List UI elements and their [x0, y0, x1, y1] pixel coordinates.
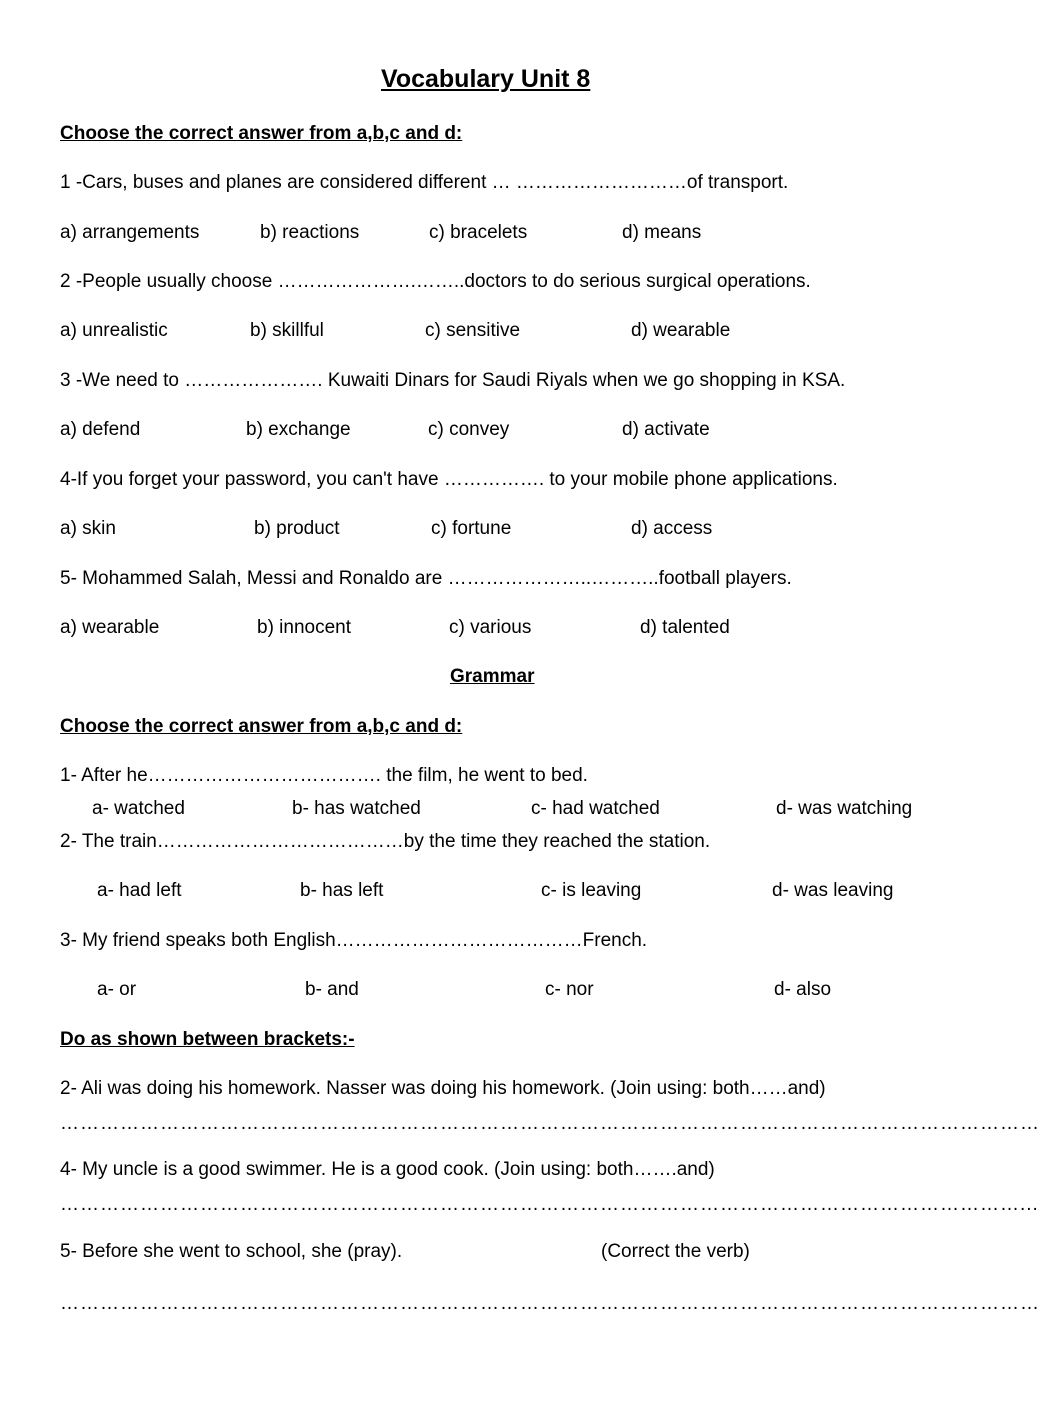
vocab-question-1: 1 -Cars, buses and planes are considered different … ………………………of transport. — [60, 172, 789, 193]
grammar-title: Grammar — [450, 666, 535, 687]
grammar-question-3: 3- My friend speaks both English…………………………………French. — [60, 930, 648, 951]
vocab-heading: Choose the correct answer from a,b,c and d: — [60, 123, 463, 144]
page-title: Vocabulary Unit 8 — [381, 65, 591, 93]
vocab-q3-option-a[interactable]: a) defend — [60, 419, 141, 440]
vocab-q2-option-a[interactable]: a) unrealistic — [60, 320, 168, 341]
brackets-answer-line-5[interactable]: ………………………………………………………………………………………………………………………………… — [60, 1293, 1040, 1314]
vocab-q1-option-b[interactable]: b) reactions — [260, 222, 360, 243]
vocab-q5-option-d[interactable]: d) talented — [640, 617, 730, 638]
vocab-q2-option-c[interactable]: c) sensitive — [425, 320, 521, 341]
grammar-q2-option-b[interactable]: b- has left — [300, 880, 384, 901]
vocab-question-5: 5- Mohammed Salah, Messi and Ronaldo are …………………..………..football players. — [60, 568, 792, 589]
grammar-q1-option-c[interactable]: c- had watched — [531, 798, 660, 819]
brackets-question-4: 4- My uncle is a good swimmer. He is a good cook. (Join using: both…….and) — [60, 1159, 715, 1180]
vocab-q4-option-c[interactable]: c) fortune — [431, 518, 512, 539]
vocab-q2-option-b[interactable]: b) skillful — [250, 320, 324, 341]
grammar-q2-option-a[interactable]: a- had left — [97, 880, 182, 901]
vocab-q2-option-d[interactable]: d) wearable — [631, 320, 731, 341]
vocab-q5-option-c[interactable]: c) various — [449, 617, 532, 638]
vocab-q1-option-c[interactable]: c) bracelets — [429, 222, 528, 243]
brackets-question-2: 2- Ali was doing his homework. Nasser was doing his homework. (Join using: both……and) — [60, 1078, 826, 1099]
brackets-heading: Do as shown between brackets:- — [60, 1029, 355, 1050]
vocab-q5-option-b[interactable]: b) innocent — [257, 617, 352, 638]
vocab-q4-option-b[interactable]: b) product — [254, 518, 340, 539]
grammar-heading: Choose the correct answer from a,b,c and d: — [60, 716, 463, 737]
grammar-question-2: 2- The train…………………………………by the time they reached the station. — [60, 831, 711, 852]
grammar-q2-option-d[interactable]: d- was leaving — [772, 880, 894, 901]
vocab-q3-option-c[interactable]: c) convey — [428, 419, 510, 440]
vocab-question-3: 3 -We need to …………………. Kuwaiti Dinars for Saudi Riyals when we go shopping in KSA. — [60, 370, 846, 391]
vocab-q1-option-d[interactable]: d) means — [622, 222, 702, 243]
vocab-q4-option-a[interactable]: a) skin — [60, 518, 116, 539]
grammar-q1-option-d[interactable]: d- was watching — [776, 798, 913, 819]
grammar-q1-option-b[interactable]: b- has watched — [292, 798, 421, 819]
grammar-q3-option-c[interactable]: c- nor — [545, 979, 594, 1000]
brackets-answer-line-2[interactable]: ………………………………………………………………………………………………………………………………… — [60, 1113, 1040, 1134]
brackets-answer-line-4[interactable]: ………………………………………………………………………………………………………………………………... — [60, 1194, 1039, 1215]
vocab-q5-option-a[interactable]: a) wearable — [60, 617, 160, 638]
grammar-q1-option-a[interactable]: a- watched — [92, 798, 185, 819]
grammar-q3-option-d[interactable]: d- also — [774, 979, 832, 1000]
vocab-question-2: 2 -People usually choose ………………….……..doctors to do serious surgical operations. — [60, 271, 811, 292]
grammar-q3-option-a[interactable]: a- or — [97, 979, 137, 1000]
brackets-question-5: 5- Before she went to school, she (pray). — [60, 1241, 403, 1262]
brackets-hint-5: (Correct the verb) — [601, 1241, 750, 1262]
vocab-q1-option-a[interactable]: a) arrangements — [60, 222, 200, 243]
grammar-question-1: 1- After he………………………………. the film, he went to bed. — [60, 765, 588, 786]
vocab-question-4: 4-If you forget your password, you can't have ……………. to your mobile phone applications. — [60, 469, 838, 490]
vocab-q4-option-d[interactable]: d) access — [631, 518, 713, 539]
grammar-q2-option-c[interactable]: c- is leaving — [541, 880, 642, 901]
vocab-q3-option-d[interactable]: d) activate — [622, 419, 710, 440]
grammar-q3-option-b[interactable]: b- and — [305, 979, 359, 1000]
vocab-q3-option-b[interactable]: b) exchange — [246, 419, 351, 440]
